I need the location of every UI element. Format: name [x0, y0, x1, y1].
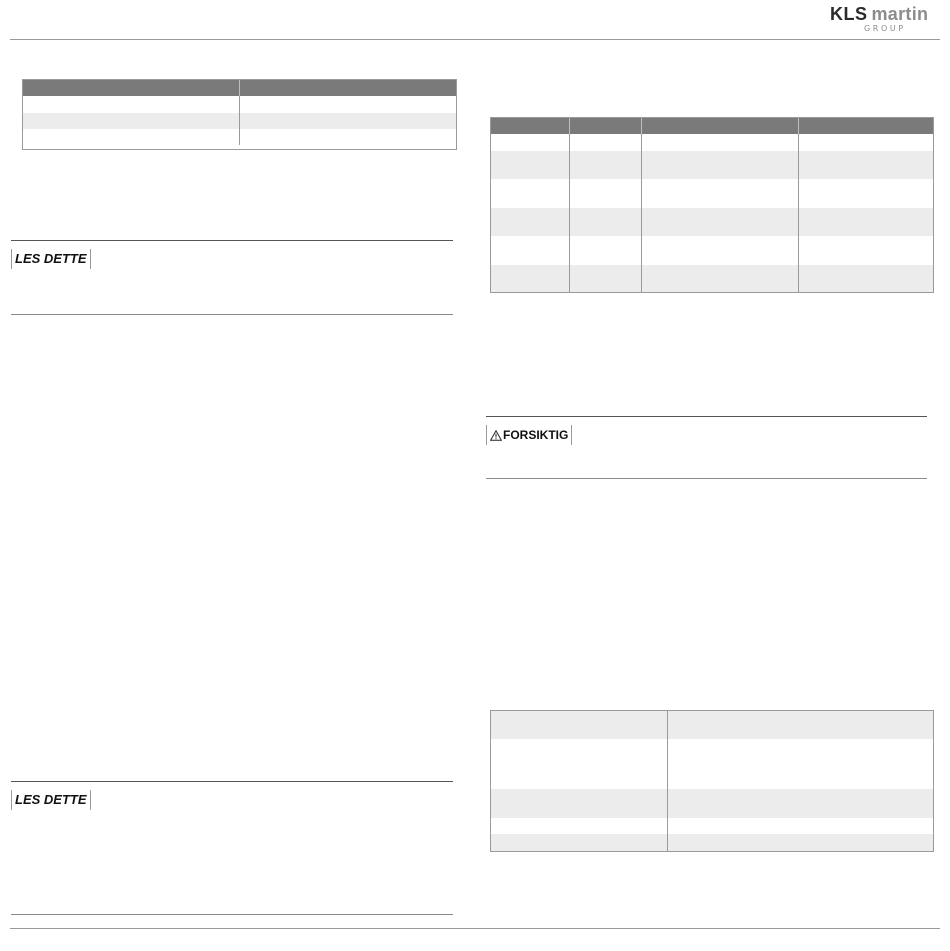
- table-cell: [490, 151, 569, 179]
- table-cell: [490, 265, 569, 293]
- table-header-cell: [641, 117, 798, 134]
- notice-bottom-rule: [486, 478, 927, 479]
- table-cell: [490, 236, 569, 265]
- table-row: [490, 834, 934, 851]
- table-row: [490, 739, 934, 789]
- table-cell: [490, 179, 569, 208]
- table-header-cell: [490, 117, 569, 134]
- table-cell: [239, 113, 457, 129]
- table-cell: [490, 789, 667, 818]
- notice-bottom-rule: [11, 314, 453, 315]
- table-cell: [798, 134, 934, 151]
- notice-top-rule: [486, 416, 927, 417]
- table-cell: [490, 834, 667, 851]
- table-cell: [239, 129, 457, 145]
- table-cell: [490, 208, 569, 236]
- warning-triangle-icon: [490, 430, 502, 441]
- table-row: [22, 129, 457, 145]
- table-cell: [569, 265, 641, 293]
- table-row: [490, 789, 934, 818]
- table-cell: [798, 236, 934, 265]
- table-3: [490, 710, 934, 851]
- table-row: [490, 236, 934, 265]
- table-cell: [641, 208, 798, 236]
- caution-text: FORSIKTIG: [503, 428, 569, 442]
- table-header-cell: [239, 79, 457, 96]
- table-cell: [667, 834, 934, 851]
- table-row: [22, 96, 457, 113]
- logo-primary-text: KLS: [830, 4, 868, 24]
- table-2: [490, 117, 934, 293]
- table-cell: [22, 129, 239, 145]
- table-cell: [641, 151, 798, 179]
- table-header-row: [22, 79, 457, 96]
- table-cell: [569, 134, 641, 151]
- table-cell: [490, 818, 667, 834]
- table-cell: [641, 236, 798, 265]
- caution-label: [486, 425, 572, 445]
- table-row: [22, 113, 457, 129]
- kls-martin-logo: [830, 4, 942, 36]
- table-cell: [239, 96, 457, 113]
- table-cell: [798, 265, 934, 293]
- table-row: [490, 265, 934, 293]
- table-row: [490, 134, 934, 151]
- table-row: [490, 179, 934, 208]
- table-cell: [798, 208, 934, 236]
- read-this-label: LES DETTE: [11, 790, 91, 810]
- table-cell: [22, 96, 239, 113]
- table-header-row: [490, 117, 934, 134]
- table-cell: [667, 818, 934, 834]
- table-1: [22, 79, 457, 145]
- table-cell: [641, 265, 798, 293]
- table-header-cell: [22, 79, 239, 96]
- table-row: [490, 208, 934, 236]
- table-cell: [569, 236, 641, 265]
- table-cell: [490, 710, 667, 739]
- table-row: [490, 151, 934, 179]
- table-cell: [569, 151, 641, 179]
- notice-top-rule: [11, 240, 453, 241]
- table-header-cell: [798, 117, 934, 134]
- table-row: [490, 710, 934, 739]
- table-cell: [569, 208, 641, 236]
- table-cell: [569, 179, 641, 208]
- table-row: [490, 818, 934, 834]
- table-header-cell: [569, 117, 641, 134]
- table-cell: [22, 113, 239, 129]
- table-cell: [490, 739, 667, 789]
- table-cell: [641, 179, 798, 208]
- notice-bottom-rule: [11, 914, 453, 915]
- table-cell: [667, 710, 934, 739]
- logo-tagline: GROUP: [864, 24, 906, 33]
- read-this-label: LES DETTE: [11, 249, 91, 269]
- table-cell: [667, 739, 934, 789]
- header-rule: [10, 39, 940, 40]
- notice-top-rule: [11, 781, 453, 782]
- table-cell: [798, 151, 934, 179]
- logo-secondary-text: martin: [871, 4, 929, 24]
- table-cell: [798, 179, 934, 208]
- table-cell: [641, 134, 798, 151]
- table-cell: [490, 134, 569, 151]
- table-cell: [667, 789, 934, 818]
- footer-rule: [10, 928, 940, 929]
